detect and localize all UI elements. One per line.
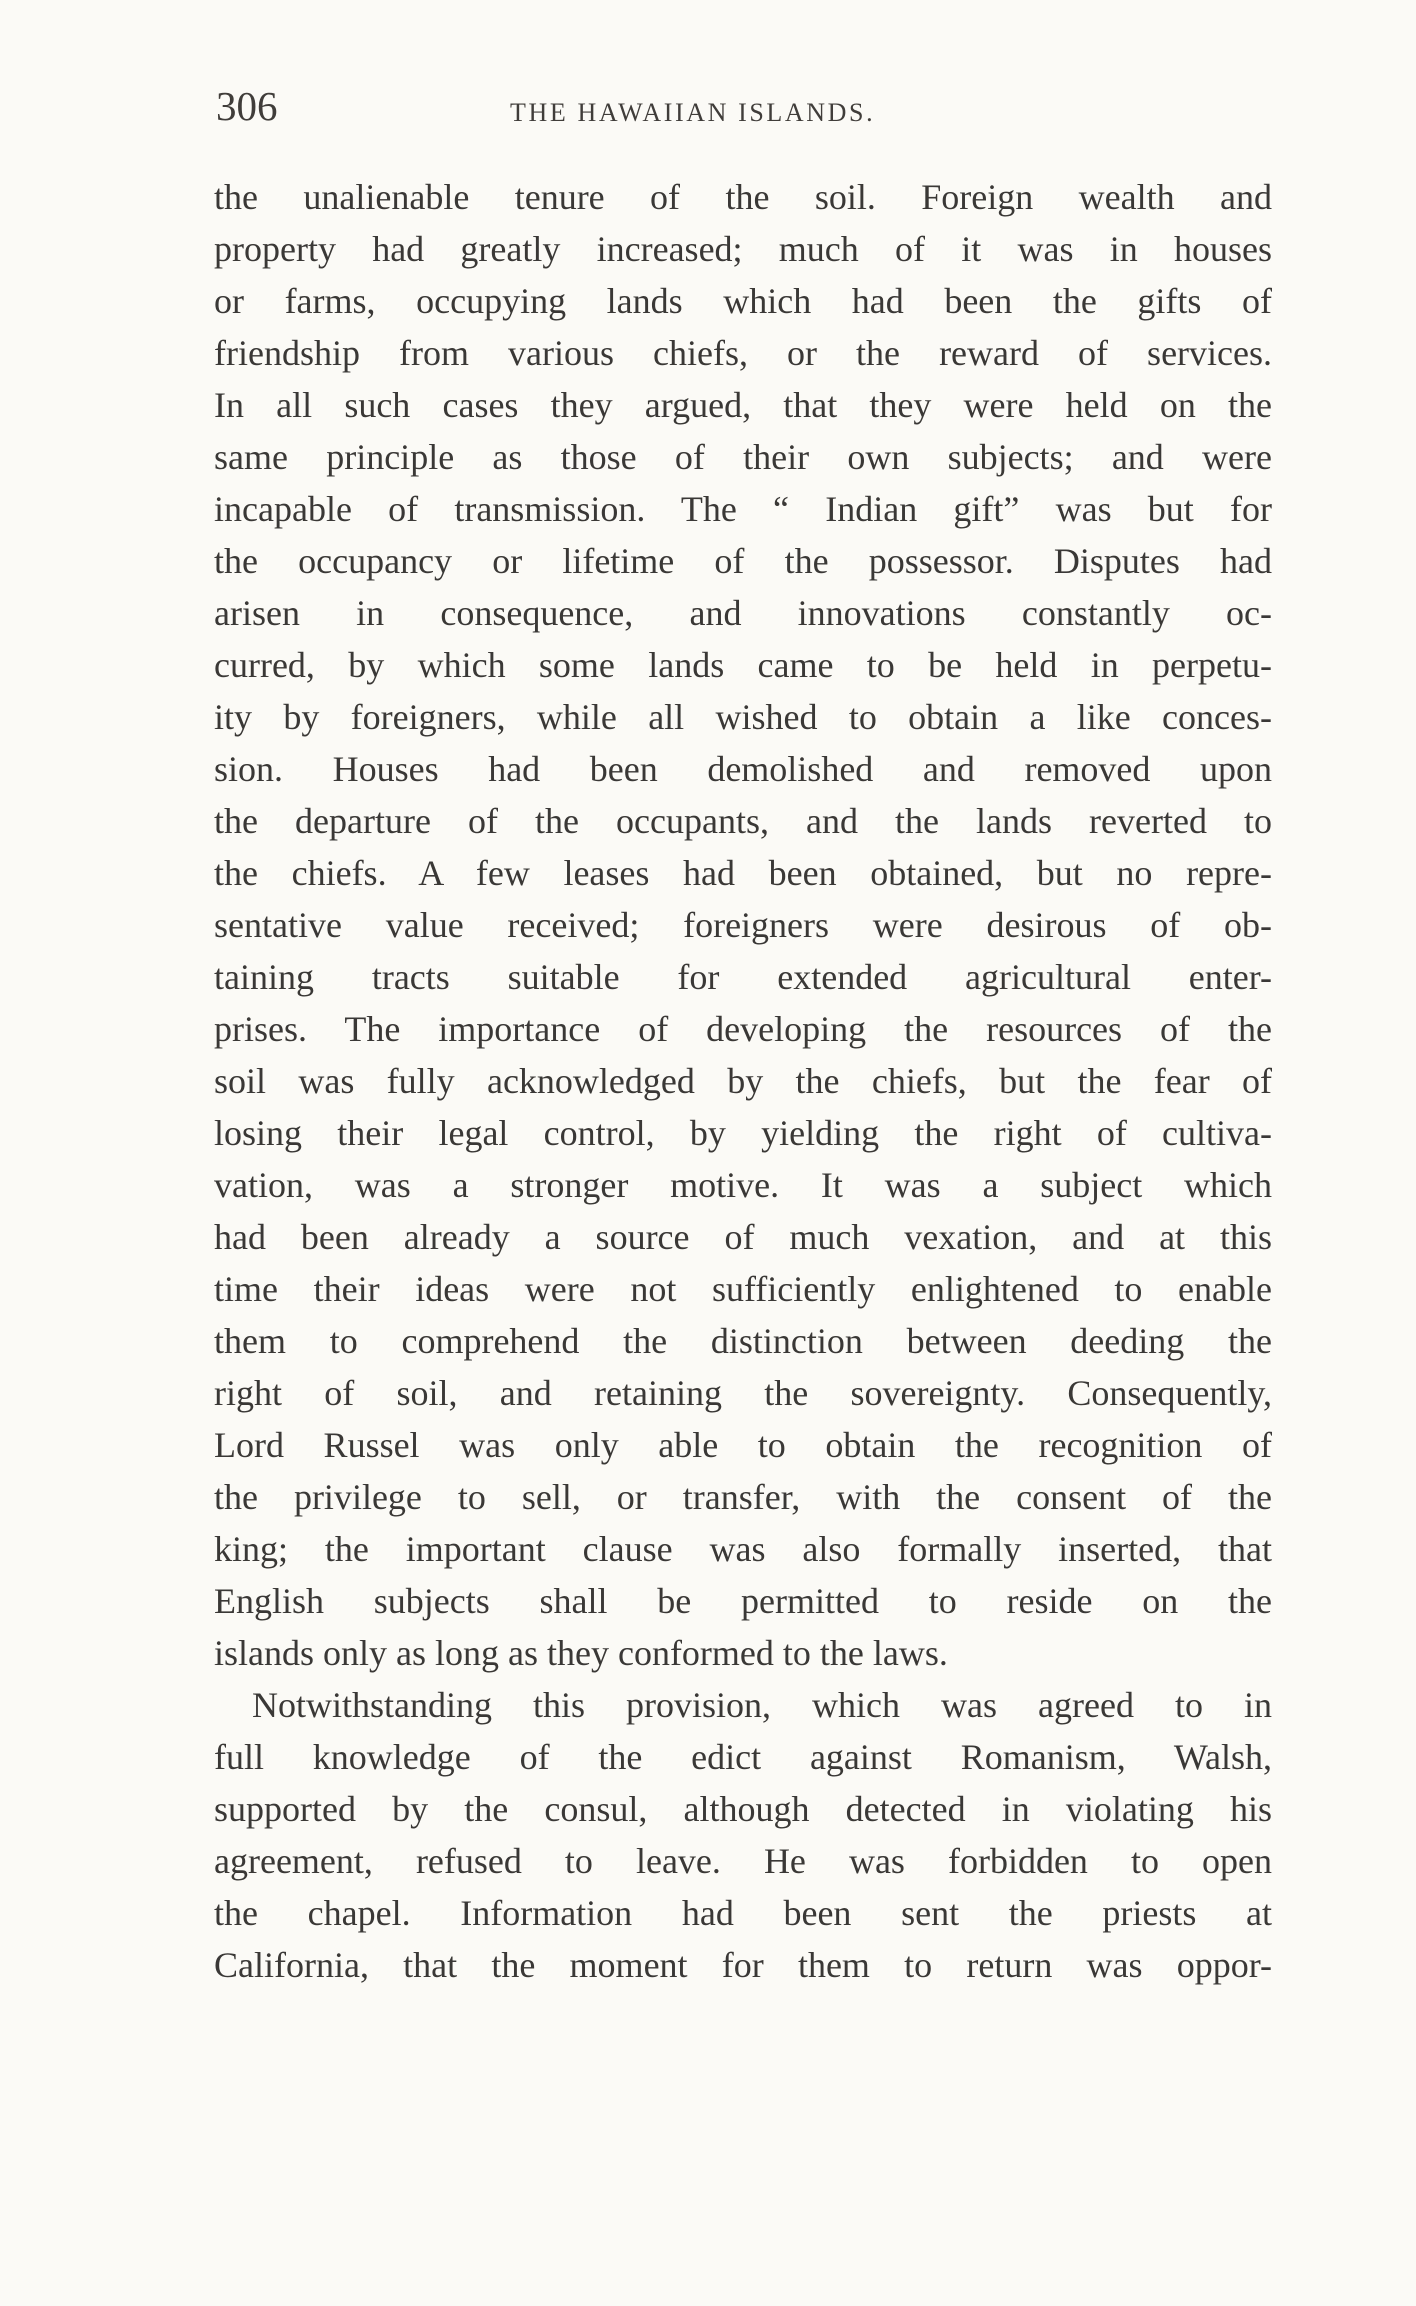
text-line: agreement, refused to leave. He was forbidden to open: [214, 1841, 1272, 1881]
text-line: had been already a source of much vexation, and at this: [214, 1217, 1272, 1257]
text-line: property had greatly increased; much of it was in houses: [214, 229, 1272, 269]
text-line: full knowledge of the edict against Romanism, Walsh,: [214, 1737, 1272, 1777]
text-line: taining tracts suitable for extended agricultural enter-: [214, 957, 1272, 997]
text-line: the chapel. Information had been sent the priests at: [214, 1893, 1272, 1933]
text-line: friendship from various chiefs, or the reward of services.: [214, 333, 1272, 373]
text-line: time their ideas were not sufficiently enlightened to enable: [214, 1269, 1272, 1309]
body-text: [214, 171, 1272, 1991]
text-line: vation, was a stronger motive. It was a subject which: [214, 1165, 1272, 1205]
text-line: or farms, occupying lands which had been the gifts of: [214, 281, 1272, 321]
text-line: In all such cases they argued, that they were held on the: [214, 385, 1272, 425]
text-line: ity by foreigners, while all wished to obtain a like conces-: [214, 697, 1272, 737]
text-line: sion. Houses had been demolished and removed upon: [214, 749, 1272, 789]
text-line: prises. The importance of developing the resources of the: [214, 1009, 1272, 1049]
text-line: arisen in consequence, and innovations constantly oc-: [214, 593, 1272, 633]
text-line: the unalienable tenure of the soil. Foreign wealth and: [214, 177, 1272, 217]
text-line: incapable of transmission. The “ Indian gift” was but for: [214, 489, 1272, 529]
text-line: Lord Russel was only able to obtain the recognition of: [214, 1425, 1272, 1465]
running-head: THE HAWAIIAN ISLANDS.: [510, 98, 876, 127]
text-line: California, that the moment for them to return was oppor-: [214, 1945, 1272, 1985]
paragraph-1: [214, 171, 1272, 1679]
text-line: losing their legal control, by yielding the right of cultiva-: [214, 1113, 1272, 1153]
text-line: soil was fully acknowledged by the chiefs, but the fear of: [214, 1061, 1272, 1101]
text-line: supported by the consul, although detected in violating his: [214, 1789, 1272, 1829]
text-line: Notwithstanding this provision, which was agreed to in: [252, 1685, 1272, 1725]
text-line: curred, by which some lands came to be held in perpetu-: [214, 645, 1272, 685]
paragraph-2: [214, 1679, 1272, 1991]
text-line: the chiefs. A few leases had been obtained, but no repre-: [214, 853, 1272, 893]
text-line: king; the important clause was also formally inserted, that: [214, 1529, 1272, 1569]
text-line: the privilege to sell, or transfer, with the consent of the: [214, 1477, 1272, 1517]
text-line: right of soil, and retaining the sovereignty. Consequently,: [214, 1373, 1272, 1413]
text-line: islands only as long as they conformed to the laws.: [214, 1633, 948, 1673]
text-line: them to comprehend the distinction between deeding the: [214, 1321, 1272, 1361]
text-line: same principle as those of their own subjects; and were: [214, 437, 1272, 477]
text-line: the occupancy or lifetime of the possessor. Disputes had: [214, 541, 1272, 581]
page-number: 306: [216, 83, 278, 129]
text-line: the departure of the occupants, and the lands reverted to: [214, 801, 1272, 841]
text-line: English subjects shall be permitted to reside on the: [214, 1581, 1272, 1621]
text-line: sentative value received; foreigners were desirous of ob-: [214, 905, 1272, 945]
